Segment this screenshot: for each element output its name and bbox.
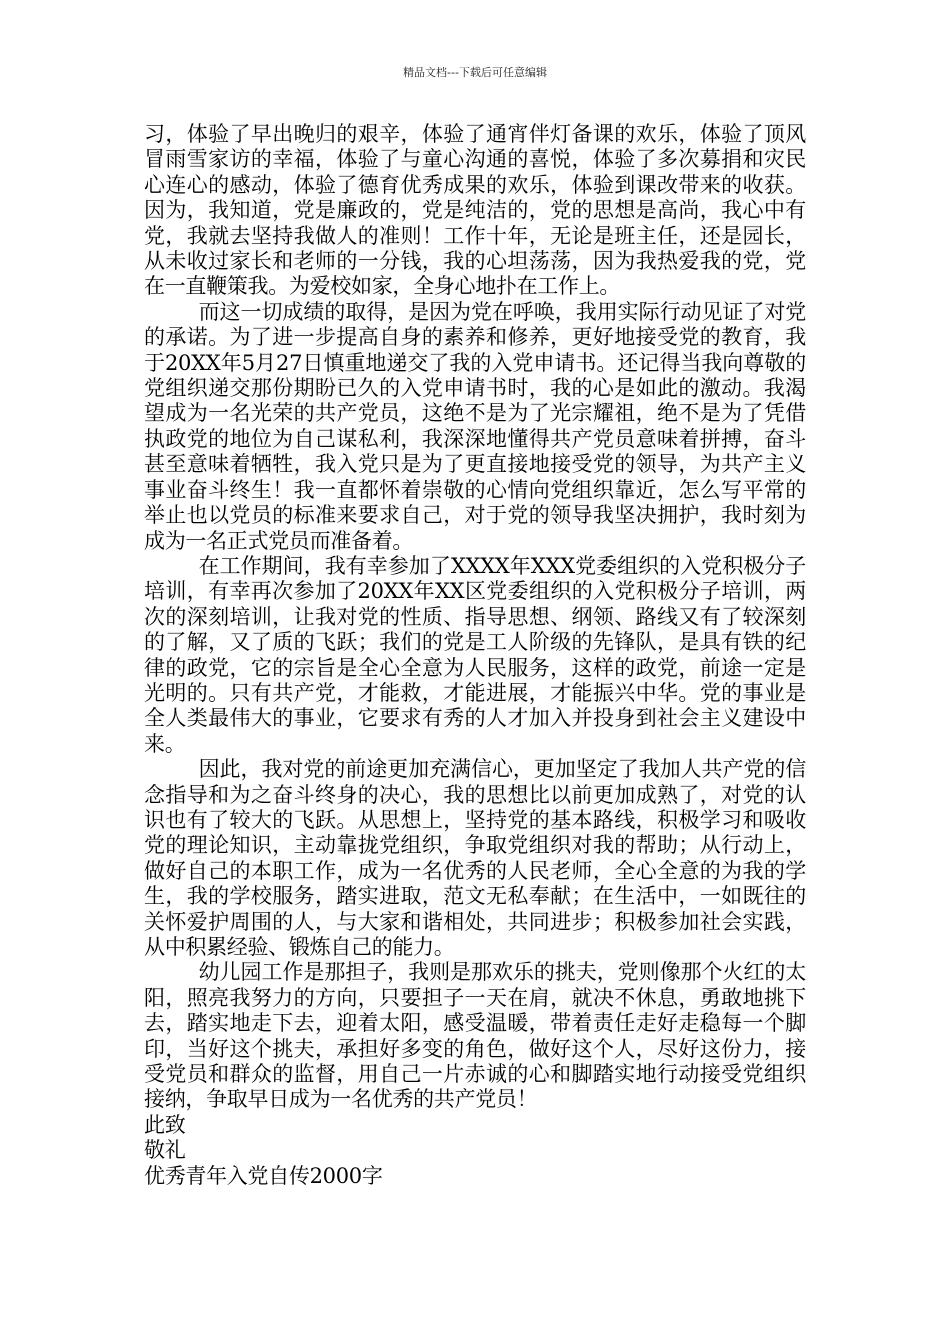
paragraph-5: 幼儿园工作是那担子，我则是那欢乐的挑夫，党则像那个火红的太阳，照亮我努力的方向，只要担子一天在肩，就决不休息，勇敢地挑下去，踏实地走下去，迎着太阳，感受温暖，带着责任走好走稳每一个脚印，当好这个挑夫，承担好多变的角色，做好这个人，尽好这份力，接受党员和群众的监督，用自己一片赤诚的心和脚踏实地行动接受党组织接纳，争取早日成为一名优秀的共产党员！: [144, 960, 806, 1112]
paragraph-3: 在工作期间，我有幸参加了XXXX年XXX党委组织的入党积极分子培训，有幸再次参加了20XX年XX区党委组织的入党积极分子培训，两次的深刻培训，让我对党的性质、指导思想、纲领、路线又有了较深刻的了解，又了质的飞跃；我们的党是工人阶级的先锋队，是具有铁的纪律的政党，它的宗旨是全心全意为人民服务，这样的政党，前途一定是光明的。只有共产党，才能救，才能进展，才能振兴中华。党的事业是全人类最伟大的事业，它要求有秀的人才加入并投身到社会主义建设中来。: [144, 553, 806, 756]
page-header: 精品文档---下载后可任意编辑: [403, 66, 547, 79]
paragraph-1: 习，体验了早出晚归的艰辛，体验了通宵伴灯备课的欢乐，体验了顶风冒雨雪家访的幸福，体验了与童心沟通的喜悦，体验了多次募捐和灾民心连心的感动，体验了德育优秀成果的欢乐，体验到课改带来的收获。因为，我知道，党是廉政的，党是纯洁的，党的思想是高尚，我心中有党，我就去坚持我做人的准则！工作十年，无论是班主任，还是园长，从未收过家长和老师的一分钱，我的心坦荡荡，因为我热爱我的党，党在一直鞭策我。为爱校如家，全身心地扑在工作上。: [144, 122, 806, 299]
paragraph-2: 而这一切成绩的取得，是因为党在呼唤，我用实际行动见证了对党的承诺。为了进一步提高自身的素养和修养，更好地接受党的教育，我于20XX年5月27日慎重地递交了我的入党申请书。还记得当我向尊敬的党组织递交那份期盼已久的入党申请书时，我的心是如此的激动。我渴望成为一名光荣的共产党员，这绝不是为了光宗耀祖，绝不是为了凭借执政党的地位为自己谋私利，我深深地懂得共产党员意味着拼搏，奋斗甚至意味着牺牲，我入党只是为了更直接地接受党的领导，为共产主义事业奋斗终生！我一直都怀着崇敬的心情向党组织靠近，怎么写平常的举止也以党员的标准来要求自己，对于党的领导我坚决拥护，我时刻为成为一名正式党员而准备着。: [144, 299, 806, 553]
document-body: [144, 122, 806, 1189]
paragraph-4: 因此，我对党的前途更加充满信心，更加坚定了我加人共产党的信念指导和为之奋斗终身的决心，我的思想比以前更加成熟了，对党的认识也有了较大的飞跃。从思想上，坚持党的基本路线，积极学习和吸收党的理论知识，主动靠拢党组织，争取党组织对我的帮助；从行动上，做好自己的本职工作，成为一名优秀的人民老师，全心全意的为我的学生，我的学校服务，踏实进取，范文无私奉献；在生活中，一如既往的关怀爱护周围的人，与大家和谐相处，共同进步；积极参加社会实践，从中积累经验、锻炼自己的能力。: [144, 757, 806, 959]
salutation-cizhi: 此致: [144, 1112, 186, 1137]
document-title-footer: 优秀青年入党自传2000字: [144, 1163, 383, 1188]
salutation-jingli: 敬礼: [144, 1138, 186, 1163]
